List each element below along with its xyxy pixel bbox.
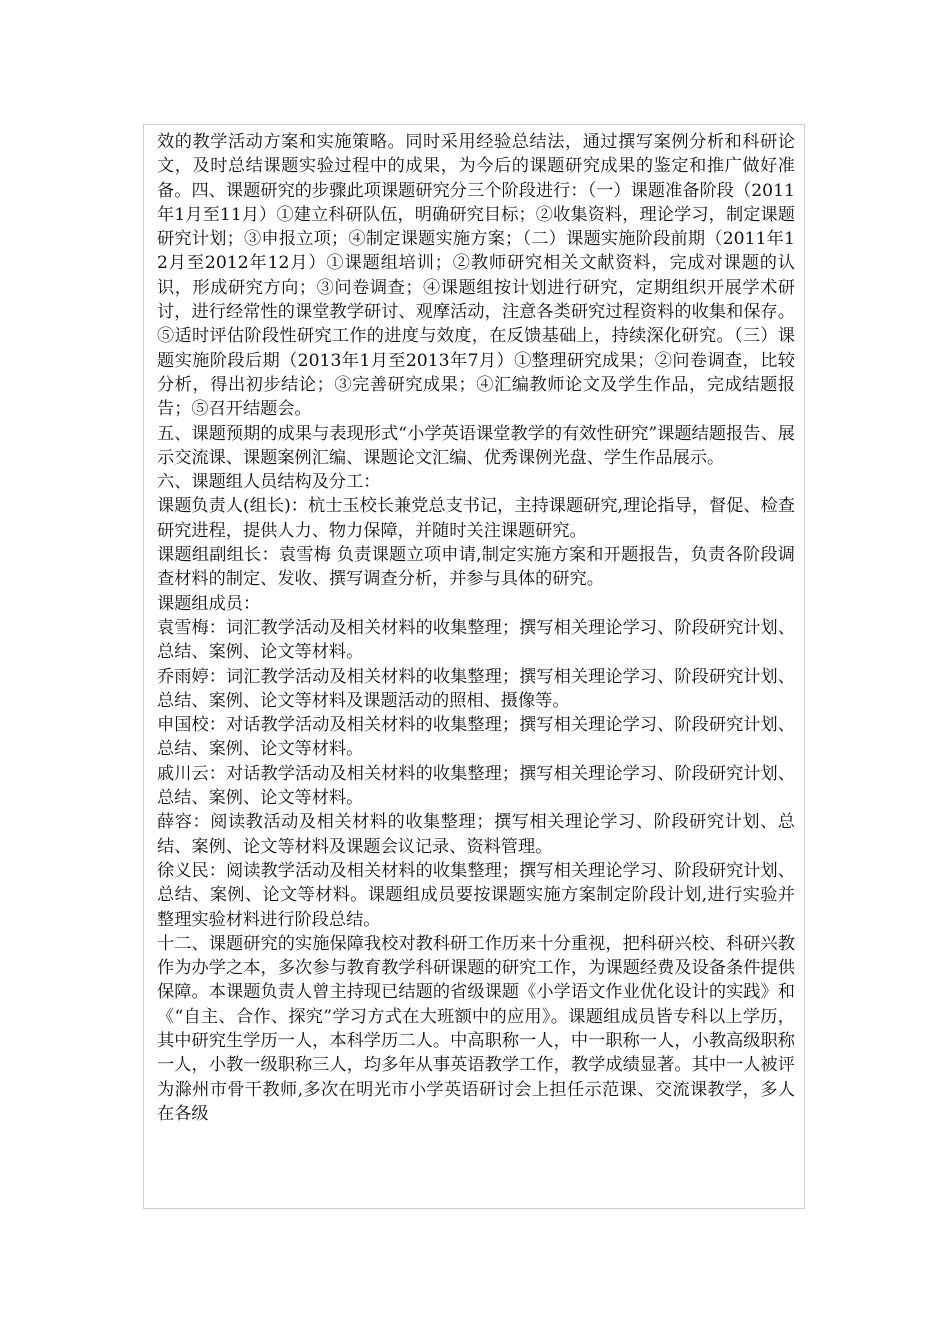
paragraph-team-heading: 六、课题组人员结构及分工： [157, 472, 381, 493]
paragraph-member-qi: 戚川云：对话教学活动及相关材料的收集整理；撰写相关理论学习、阶段研究计划、总结、案例、论文等材料。 [157, 763, 795, 809]
document-body [157, 130, 795, 1126]
paragraph-member-xu: 徐义民：阅读教学活动及相关材料的收集整理；撰写相关理论学习、阶段研究计划、总结、案例、论文等材料。课题组成员要按课题实施方案制定阶段计划,进行实验并整理实验材料进行阶段总结。 [157, 860, 795, 930]
paragraph-deputy-leader: 课题组副组长：袁雪梅 负责课题立项申请,制定实施方案和开题报告，负责各阶段调查材料的制定、发收、撰写调查分析，并参与具体的研究。 [157, 545, 795, 590]
paragraph-member-shen: 申国校：对话教学活动及相关材料的收集整理；撰写相关理论学习、阶段研究计划、总结、案例、论文等材料。 [157, 715, 795, 760]
paragraph-member-qiao: 乔雨婷：词汇教学活动及相关材料的收集整理；撰写相关理论学习、阶段研究计划、总结、案例、论文等材料及课题活动的照相、摄像等。 [157, 666, 795, 711]
paragraph-implementation-guarantee: 十二、课题研究的实施保障我校对教科研工作历来十分重视，把科研兴校、科研兴教作为办学之本，多次参与教育教学科研课题的研究工作，为课题经费及设备条件提供保障。本课题负责人曾主持现已结题的省级课题《小学语文作业优化设计的实践》和《“自主、合作、探究”学习方式在大班额中的应用》。课题组成员皆专科以上学历，其中研究生学历一人，本科学历二人。中高职称一人，中一职称一人，小教高级职称一人，小教一级职称三人，均多年从事英语教学工作，教学成绩显著。其中一人被评为滁州市骨干教师,多次在明光市小学英语研讨会上担任示范课、交流课教学，多人在各级 [157, 933, 795, 1124]
paragraph-members-heading: 课题组成员： [157, 593, 261, 614]
paragraph-member-xue: 薛容：阅读教活动及相关材料的收集整理；撰写相关理论学习、阶段研究计划、总结、案例、论文等材料及课题会议记录、资料管理。 [157, 812, 795, 857]
document-page [143, 124, 805, 1209]
paragraph-team-leader: 课题负责人(组长)：杭士玉校长兼党总支书记，主持课题研究,理论指导，督促、检查研究进程，提供人力、物力保障，并随时关注课题研究。 [157, 496, 795, 541]
paragraph-expected-results: 五、课题预期的成果与表现形式“小学英语课堂教学的有效性研究”课题结题报告、展示交流课、课题案例汇编、课题论文汇编、优秀课例光盘、学生作品展示。 [157, 423, 795, 468]
paragraph-research-steps: 效的教学活动方案和实施策略。同时采用经验总结法，通过撰写案例分析和科研论文，及时总结课题实验过程中的成果，为今后的课题研究成果的鉴定和推广做好准备。四、课题研究的步骤此项课题研究分三个阶段进行：（一）课题准备阶段（2011年1月至11月）①建立科研队伍，明确研究目标；②收集资料，理论学习，制定课题研究计划；③申报立项；④制定课题实施方案；（二）课题实施阶段前期（2011年12月至2012年12月）①课题组培训；②教师研究相关文献资料，完成对课题的认识，形成研究方向；③问卷调查；④课题组按计划进行研究，定期组织开展学术研讨，进行经常性的课堂教学研讨、观摩活动，注意各类研究过程资料的收集和保存。⑤适时评估阶段性研究工作的进度与效度，在反馈基础上，持续深化研究。（三）课题实施阶段后期（2013年1月至2013年7月）①整理研究成果；②问卷调查，比较分析，得出初步结论；③完善研究成果；④汇编教师论文及学生作品，完成结题报告；⑤召开结题会。 [157, 132, 795, 420]
paragraph-member-yuan: 袁雪梅：词汇教学活动及相关材料的收集整理；撰写相关理论学习、阶段研究计划、总结、案例、论文等材料。 [157, 617, 795, 663]
